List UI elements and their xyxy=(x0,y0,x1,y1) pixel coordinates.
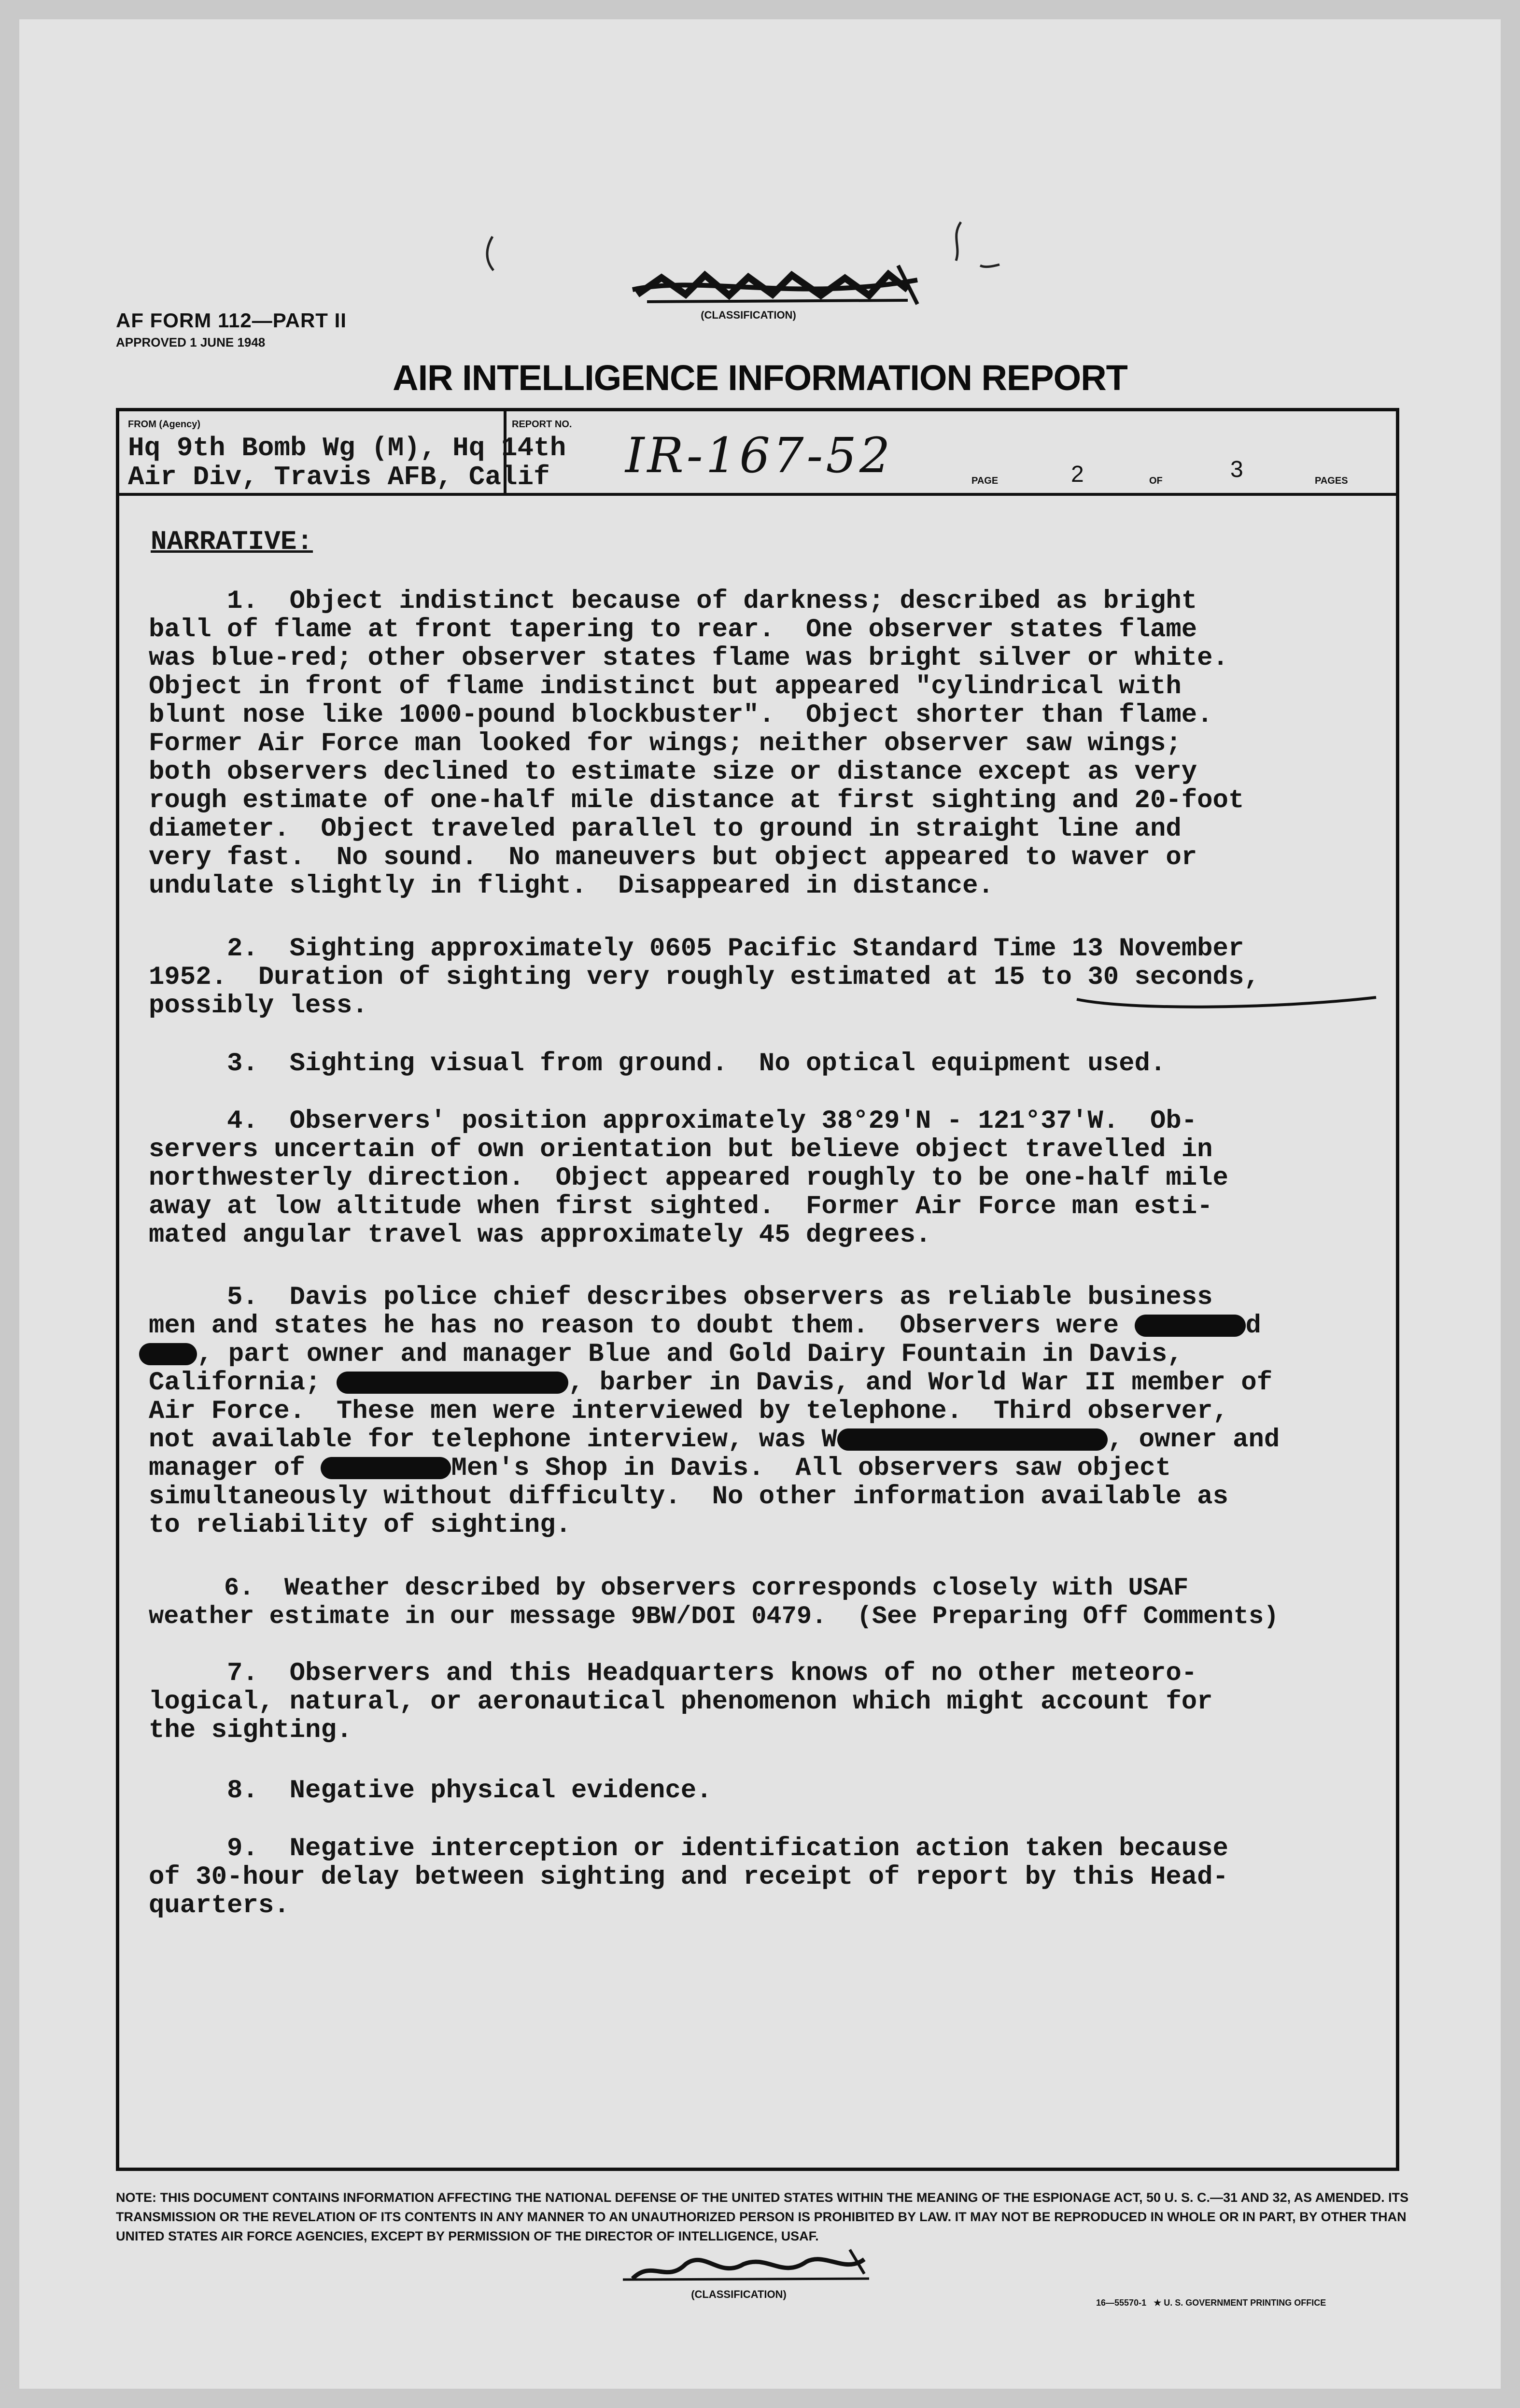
p5-line-7a: manager of xyxy=(149,1454,321,1483)
total-pages: 3 xyxy=(1230,457,1243,482)
paragraph-1: 1. Object indistinct because of darkness; described as bright ball of flame at front tapering to rear. One observer states flame was blue-red; other observer states flame was bright silver or white. Object in front of flame indistinct but appeared "cylindrical with blunt nose like 1000-pound blockbuster". Object shorter than flame. Former Air Force man looked for wings; neither observer saw wings; both observers declined to estimate size or distance except as very rough estimate of one-half mile distance at first sighting and 20-foot diameter. Object traveled parallel to ground in straight line and very fast. No sound. No maneuvers but object appeared to waver or undulate slightly in flight. Disappeared in distance. xyxy=(149,587,1244,901)
from-label: FROM (Agency) xyxy=(128,419,200,430)
redaction-bar xyxy=(1135,1315,1246,1337)
redaction-bar xyxy=(837,1428,1108,1451)
redaction-bar xyxy=(337,1372,568,1394)
paragraph-9: 9. Negative interception or identification action taken because of 30-hour delay between sighting and receipt of report by this Head- quarters. xyxy=(149,1834,1228,1920)
p5-line-6b: , owner and xyxy=(1107,1425,1280,1455)
p5-line-2b: d xyxy=(1245,1311,1261,1341)
redaction-bar xyxy=(321,1457,451,1479)
p5-line-6a: not available for telephone interview, was W xyxy=(149,1425,837,1455)
bottom-classification-label: (CLASSIFICATION) xyxy=(691,2288,787,2300)
page-number: 2 xyxy=(1071,462,1084,487)
form-approved-date: APPROVED 1 JUNE 1948 xyxy=(116,335,266,350)
redaction-bar xyxy=(139,1343,197,1365)
p5-line-8: simultaneously without difficulty. No other information available as xyxy=(149,1482,1228,1512)
form-code: 16—55570-1 xyxy=(1096,2298,1147,2308)
star-icon: ★ xyxy=(1154,2298,1162,2308)
struck-classification-icon xyxy=(628,261,927,309)
document-page xyxy=(19,19,1501,2389)
paragraph-8: 8. Negative physical evidence. xyxy=(149,1776,712,1806)
page-label: PAGE xyxy=(971,476,999,486)
of-label: OF xyxy=(1149,476,1163,486)
from-line-1: Hq 9th Bomb Wg (M), Hq 14th xyxy=(128,433,566,463)
paragraph-3: 3. Sighting visual from ground. No optical equipment used. xyxy=(149,1049,1166,1078)
p5-line-3: , part owner and manager Blue and Gold Dairy Fountain in Davis, xyxy=(197,1340,1183,1369)
paragraph-5 xyxy=(149,1283,1385,1540)
footer-form-code xyxy=(1096,2298,1326,2308)
pen-mark-right xyxy=(946,208,1024,285)
report-title: AIR INTELLIGENCE INFORMATION REPORT xyxy=(393,358,1127,398)
bottom-classification-stamp xyxy=(623,2240,874,2308)
top-classification-stamp xyxy=(628,261,927,323)
p5-line-4a: California; xyxy=(149,1368,337,1398)
struck-classification-icon xyxy=(623,2240,874,2288)
handwritten-underline xyxy=(1072,994,1381,1013)
from-line-2: Air Div, Travis AFB, Calif xyxy=(128,462,550,492)
paragraph-7: 7. Observers and this Headquarters knows of no other meteoro- logical, natural, or aeronautical phenomenon which might account for the sighting. xyxy=(149,1659,1213,1745)
paragraph-2: 2. Sighting approximately 0605 Pacific Standard Time 13 November 1952. Duration of sighting very roughly estimated at 15 to 30 seconds, possibly less. xyxy=(149,934,1260,1021)
p5-line-1: 5. Davis police chief describes observers as reliable business xyxy=(149,1283,1213,1312)
paragraph-6: 6. Weather described by observers corresponds closely with USAF weather estimate in our message 9BW/DOI 0479. (See Preparing Off Comments) xyxy=(149,1574,1279,1631)
p5-line-4b: , barber in Davis, and World War II member of xyxy=(568,1368,1273,1398)
from-agency xyxy=(128,434,566,491)
pages-label: PAGES xyxy=(1315,476,1348,486)
report-no-label: REPORT NO. xyxy=(512,419,572,430)
p5-line-5: Air Force. These men were interviewed by telephone. Third observer, xyxy=(149,1397,1228,1426)
narrative-heading: NARRATIVE: xyxy=(151,526,313,557)
top-classification-label: (CLASSIFICATION) xyxy=(701,309,796,321)
pen-mark-left xyxy=(473,227,531,280)
report-number: IR-167-52 xyxy=(625,427,893,484)
printer-name: U. S. GOVERNMENT PRINTING OFFICE xyxy=(1164,2298,1326,2308)
espionage-note: NOTE: THIS DOCUMENT CONTAINS INFORMATION AFFECTING THE NATIONAL DEFENSE OF THE UNITED STATES WITHIN THE MEANING OF THE ESPIONAGE ACT, 50 U. S. C.—31 AND 32, AS AMENDED. ITS TRANSMISSION OR THE REVELATION OF ITS CONTENTS IN ANY MANNER TO AN UNAUTHORIZED PERSON IS PROHIBITED BY LAW. IT MAY NOT BE REPRODUCED IN WHOLE OR IN PART, BY OTHER THAN UNITED STATES AIR FORCE AGENCIES, EXCEPT BY PERMISSION OF THE DIRECTOR OF INTELLIGENCE, USAF. xyxy=(116,2190,1409,2243)
p5-line-9: to reliability of sighting. xyxy=(149,1511,571,1540)
form-id: AF FORM 112—PART II xyxy=(116,309,347,332)
p5-line-2a: men and states he has no reason to doubt them. Observers were xyxy=(149,1311,1135,1341)
p5-line-7b: Men's Shop in Davis. All observers saw object xyxy=(451,1454,1171,1483)
paragraph-4: 4. Observers' position approximately 38°29'N - 121°37'W. Ob- servers uncertain of own orientation but believe object travelled in northwesterly direction. Object appeared roughly to be one-half mile away at low altitude when first sighted. Former Air Force man esti- mated angular travel was approximately 45 degrees. xyxy=(149,1106,1228,1250)
